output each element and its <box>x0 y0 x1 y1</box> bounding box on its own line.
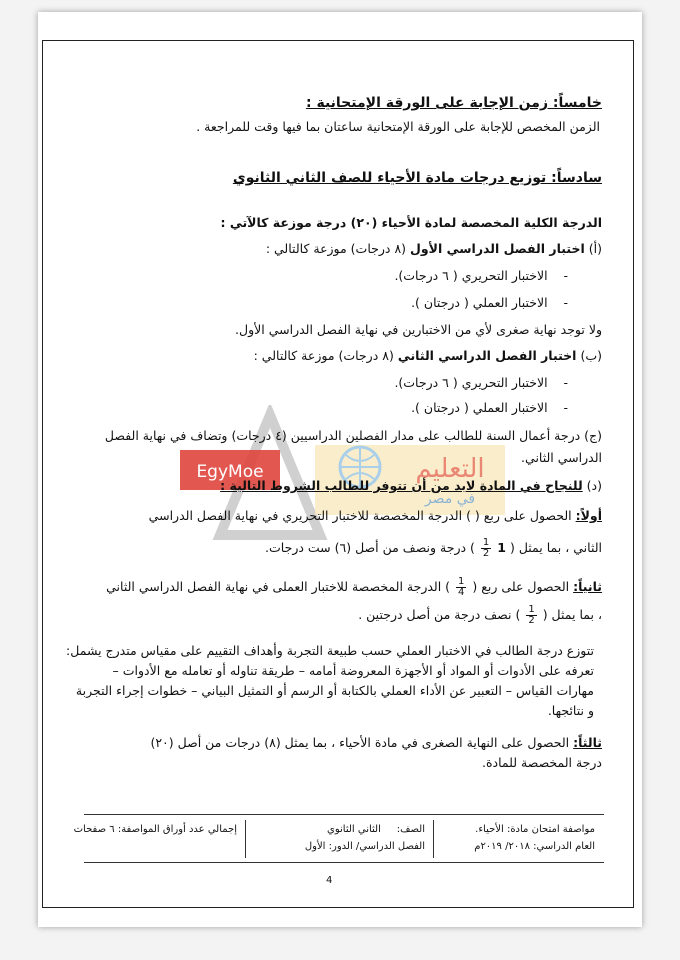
section6-heading: سادساً: توزيع درجات مادة الأحياء للصف الثاني الثانوي <box>232 170 602 186</box>
part-b-title: اختبار الفصل الدراسي الثاني <box>397 348 577 363</box>
assessment-line-2: تعرفه على الأدوات أو المواد أو الأجهزة المعروضة أمامه – طريقة تناوله أو تعامله مع الأدوات – <box>112 663 594 678</box>
condition-1-text-2b: ) درجة ونصف من أصل (٦) ست درجات. <box>265 540 475 555</box>
condition-3-label: ثالثاً: <box>573 735 602 750</box>
footer-spec <box>475 823 595 836</box>
mixed-number-whole: 1 <box>497 540 506 555</box>
part-b-item-1-text: الاختبار التحريري ( ٦ درجات). <box>394 375 548 390</box>
condition-2-line-1 <box>106 577 602 598</box>
part-a-rest: (٨ درجات) موزعة كالتالي : <box>265 241 407 256</box>
fraction-den: 2 <box>482 548 490 559</box>
footer-grade <box>327 823 425 836</box>
footer-bottom-rule <box>84 862 604 863</box>
part-b-item-2-text: الاختبار العملي ( درجتان ). <box>411 400 548 415</box>
part-c-line-1: (ج) درجة أعمال السنة للطالب على مدار الفصلين الدراسيين (٤ درجات) وتضاف في نهاية الفصل <box>104 428 602 443</box>
bullet-dash: - <box>547 375 568 390</box>
section5-text: الزمن المخصص للإجابة على الورقة الإمتحانية ساعتان بما فيها وقت للمراجعة . <box>196 119 600 134</box>
part-a-item-1-text: الاختبار التحريري ( ٦ درجات). <box>394 268 548 283</box>
footer-grade-label: الصف: <box>396 824 425 835</box>
part-b-rest: (٨ درجات) موزعة كالتالي : <box>253 348 394 363</box>
part-d-title: للنجاح في المادة لابد من أن تتوفر للطالب الشروط التالية : <box>220 478 583 493</box>
part-a-note: ولا توجد نهاية صغرى لأي من الاختبارين في نهاية الفصل الدراسي الأول. <box>235 322 602 337</box>
condition-1-line-2 <box>265 538 602 559</box>
section5-heading: خامساً: زمن الإجابة على الورقة الإمتحانية : <box>305 95 602 111</box>
page-number: 4 <box>326 875 333 886</box>
part-a-item-2 <box>411 295 568 311</box>
condition-2-text-1b: ) الدرجة المخصصة للاختبار العملى في نهاية الفصل الدراسي الثاني <box>106 579 451 594</box>
watermark-text-1: التعليم <box>415 454 485 484</box>
fraction-den: 2 <box>528 615 535 626</box>
part-b-item-2 <box>411 400 568 416</box>
condition-1-text-2a: الثاني ، بما يمثل ( <box>509 540 602 555</box>
condition-2-label: ثانياً: <box>573 579 602 594</box>
part-a-marker: (أ) <box>588 241 602 256</box>
condition-2-line-2 <box>358 605 602 626</box>
watermark-logo-text: EgyMoe <box>196 462 264 482</box>
footer-term-value: الأول <box>304 841 326 852</box>
condition-2-text-1a: الحصول على ربع ( <box>472 579 570 594</box>
footer-pages: إجمالي عدد أوراق المواصفة: ٦ صفحات <box>73 824 237 835</box>
footer-grade-value: الثاني الثانوي <box>327 824 381 835</box>
footer-separator <box>245 820 246 858</box>
fraction-quarter <box>456 577 466 598</box>
bullet-dash: - <box>547 295 568 310</box>
footer-year <box>474 840 595 853</box>
condition-1-line-1 <box>149 508 602 524</box>
part-d-line <box>220 478 602 494</box>
part-d-marker: (د) <box>586 478 602 493</box>
footer-separator <box>433 820 434 858</box>
footer-year-value: ٢٠١٨/ ٢٠١٩م <box>474 841 530 852</box>
condition-2-text-2b: ) نصف درجة من أصل درجتين . <box>358 607 521 622</box>
watermark-text-2: في مصر <box>424 491 476 507</box>
assessment-line-1: تتوزع درجة الطالب في الاختبار العملي حسب طبيعة التجربة وأهداف التقييم على مقياس متدرج يشمل: <box>66 643 594 658</box>
part-a-item-1 <box>394 268 568 284</box>
footer-term <box>305 840 425 853</box>
part-b-line <box>254 348 602 364</box>
part-a-title: اختبار الفصل الدراسي الأول <box>410 241 585 256</box>
bullet-dash: - <box>547 268 568 283</box>
fraction-half <box>481 538 491 559</box>
part-c-line-2: الدراسي الثاني. <box>521 450 602 465</box>
condition-1-text-1: الحصول على ربع ( ) الدرجة المخصصة للاختبار التحريري في نهاية الفصل الدراسي <box>148 508 572 523</box>
assessment-line-3: مهارات القياس – التعبير عن الأداء العملي بالكتابة أو الرسم أو التمثيل البياني – خطوات إجراء التجربة <box>75 683 594 698</box>
condition-1-label: أولاً: <box>575 508 602 523</box>
part-b-item-1 <box>394 375 568 391</box>
part-a-line <box>266 241 602 257</box>
footer-top-rule <box>84 814 604 815</box>
footer-spec-value: الأحياء. <box>475 824 504 835</box>
footer-term-label: الفصل الدراسي/ الدور: <box>328 841 425 852</box>
section6-intro: الدرجة الكلية المخصصة لمادة الأحياء (٢٠) درجة موزعة كالآتي : <box>220 215 602 230</box>
condition-3-text-1: الحصول على النهاية الصغرى في مادة الأحياء ، بما يمثل (٨) درجات من أصل (٢٠) <box>150 735 570 750</box>
assessment-line-4: و نتائجها. <box>547 703 594 718</box>
fraction-half <box>526 605 536 626</box>
fraction-num: 1 <box>482 537 490 548</box>
fraction-num: 1 <box>458 576 465 587</box>
fraction-num: 1 <box>528 604 535 615</box>
footer-year-label: العام الدراسي: <box>533 841 595 852</box>
bullet-dash: - <box>547 400 568 415</box>
part-a-item-2-text: الاختبار العملي ( درجتان ). <box>411 295 548 310</box>
condition-2-text-2a: ، بما يمثل ( <box>542 607 602 622</box>
fraction-den: 4 <box>458 587 465 598</box>
part-b-marker: (ب) <box>580 348 602 363</box>
footer-spec-label: مواصفة امتحان مادة: <box>506 824 595 835</box>
condition-3-line-2: درجة المخصصة للمادة. <box>481 755 602 770</box>
watermark-logo <box>150 405 550 545</box>
condition-3-line-1 <box>150 735 602 751</box>
